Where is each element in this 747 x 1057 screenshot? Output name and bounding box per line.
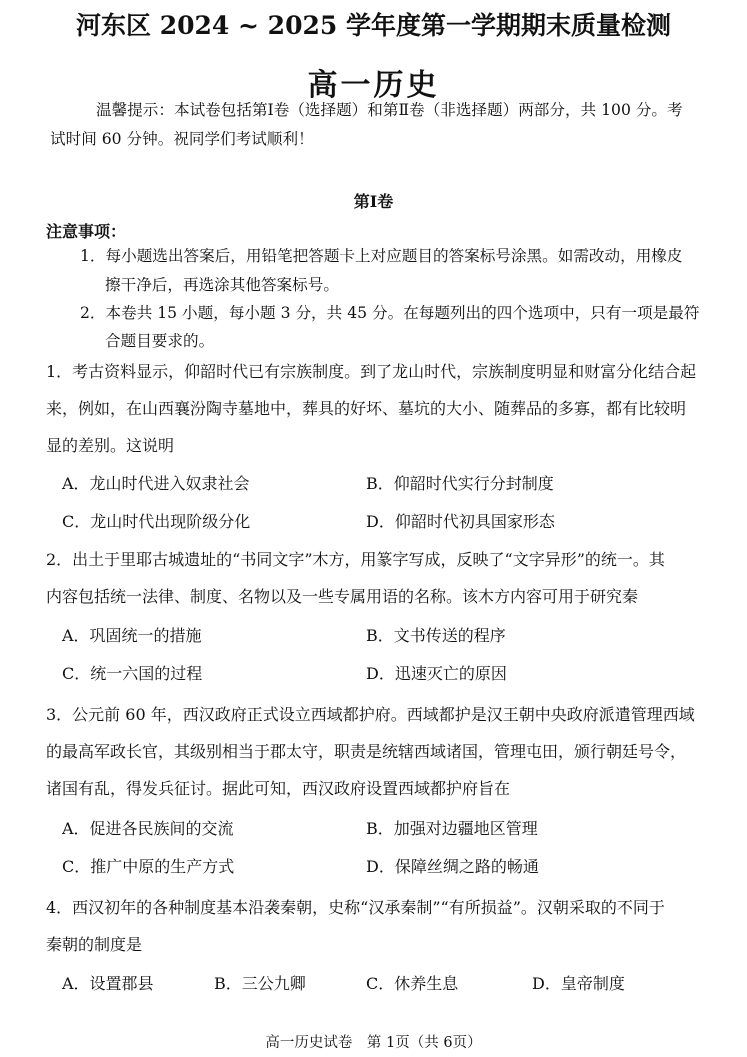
subject-title: 高一历史 [307, 68, 440, 103]
question-2-line-1: 2．出土于里耶古城遗址的“书同文字”木方，用篆字写成，反映了“文字异形”的统一。其 [46, 550, 665, 569]
question-3-line-2: 的最高军政长官，其级别相当于郡太守，职责是统辖西域诸国，管理屯田，颁行朝廷号令， [46, 742, 687, 761]
question-1-option-a: A．龙山时代进入奴隶社会 [62, 474, 250, 493]
question-4-option-a: A．设置郡县 [62, 974, 154, 993]
question-2-option-c: C．统一六国的过程 [62, 664, 203, 683]
question-4-line-1: 4．西汉初年的各种制度基本沿袭秦朝，史称“汉承秦制”“有所损益”。汉朝采取的不同于 [46, 898, 665, 917]
question-2-option-b: B．文书传送的程序 [366, 626, 506, 645]
note-1-line-2: 擦干净后，再选涂其他答案标号。 [105, 276, 339, 294]
question-2-option-d: D．迅速灭亡的原因 [366, 664, 507, 683]
question-1-line-2: 来，例如，在山西襄汾陶寺墓地中，葬具的好坏、墓坑的大小、随葬品的多寡，都有比较明 [46, 399, 687, 418]
page-footer: 高一历史试卷 第 1页（共 6页） [265, 1035, 482, 1051]
question-2-option-a: A．巩固统一的措施 [62, 626, 202, 645]
question-1-line-1: 1．考古资料显示，仰韶时代已有宗族制度。到了龙山时代，宗族制度明显和财富分化结合起 [46, 362, 697, 381]
question-4-line-2: 秦朝的制度是 [46, 935, 143, 954]
question-1-option-b: B．仰韶时代实行分封制度 [366, 474, 554, 493]
question-3-option-b: B．加强对边疆地区管理 [366, 819, 538, 838]
question-2-line-2: 内容包括统一法律、制度、名物以及一些专属用语的名称。该木方内容可用于研究秦 [46, 587, 639, 606]
exam-title: 河东区 2024 ~ 2025 学年度第一学期期末质量检测 [76, 11, 671, 40]
question-3-option-c: C．推广中原的生产方式 [62, 857, 235, 876]
question-3-line-3: 诸国有乱，得发兵征讨。据此可知，西汉政府设置西域都护府旨在 [46, 779, 511, 798]
question-4-option-d: D．皇帝制度 [532, 974, 625, 993]
section-title: 第Ⅰ卷 [353, 192, 394, 211]
note-2-line-1: 2．本卷共 15 小题，每小题 3 分，共 45 分。在每题列出的四个选项中，只有一项是最符 [80, 304, 700, 322]
question-1-option-c: C．龙山时代出现阶级分化 [62, 512, 251, 531]
question-3-option-d: D．保障丝绸之路的畅通 [366, 857, 539, 876]
question-4-option-b: B．三公九卿 [214, 974, 306, 993]
note-1-line-1: 1．每小题选出答案后，用铅笔把答题卡上对应题目的答案标号涂黑。如需改动，用橡皮 [80, 247, 683, 265]
question-3-line-1: 3．公元前 60 年，西汉政府正式设立西域都护府。西域都护是汉王朝中央政府派遣管理西域 [46, 705, 695, 724]
note-2-line-2: 合题目要求的。 [105, 332, 215, 350]
intro-text-line-2: 试时间 60 分钟。祝同学们考试顺利！ [50, 130, 314, 148]
question-4-option-c: C．休养生息 [366, 974, 459, 993]
question-1-option-d: D．仰韶时代初具国家形态 [366, 512, 555, 531]
question-3-option-a: A．促进各民族间的交流 [62, 819, 234, 838]
question-1-line-3: 显的差别。这说明 [46, 436, 175, 455]
intro-text-line-1: 温馨提示：本试卷包括第Ⅰ卷（选择题）和第Ⅱ卷（非选择题）两部分，共 100 分。考 [96, 101, 683, 119]
notes-heading: 注意事项： [46, 222, 127, 241]
